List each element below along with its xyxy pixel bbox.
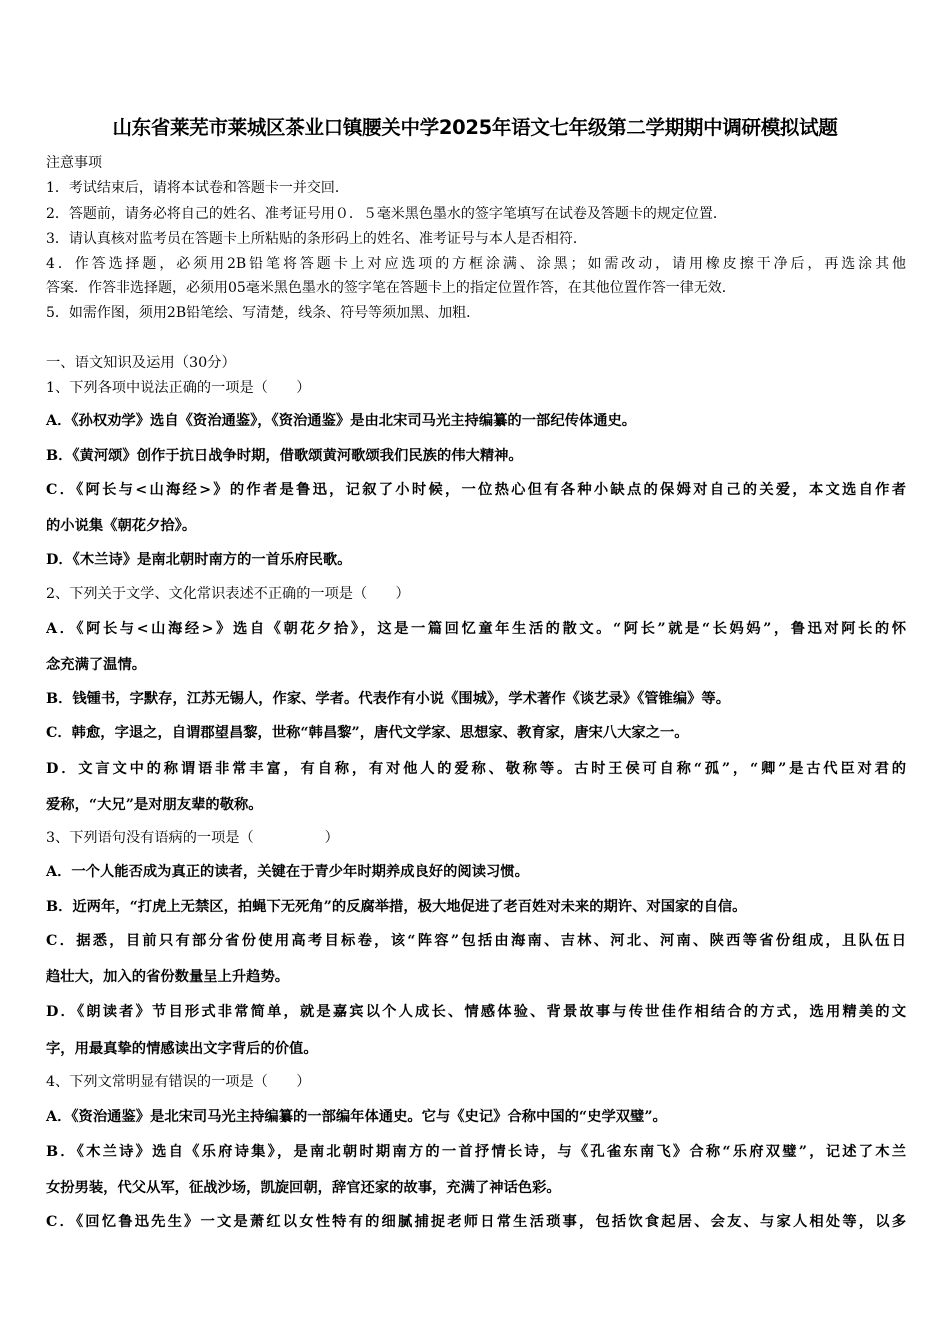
question-stem: 3、下列语句没有语病的一项是（ ） bbox=[46, 830, 339, 846]
option-a: A．《资治通鉴》是北宋司马光主持编纂的一部编年体通史。它与《史记》合称中国的“史学双璧”。 bbox=[46, 1109, 667, 1125]
notice-item: 4．作答选择题，必须用2B铅笔将答题卡上对应选项的方框涂满、涂黑；如需改动，请用橡皮擦干净后，再选涂其他 bbox=[46, 256, 906, 272]
question-stem: 4、下列文常明显有错误的一项是（ ） bbox=[46, 1074, 311, 1090]
option-c: C．据悉，目前只有部分省份使用高考目标卷，该“阵容”包括由海南、吉林、河北、河南、陕西等省份组成，且队伍日 bbox=[46, 933, 906, 949]
option-a: A．《阿长与<山海经>》选自《朝花夕拾》，这是一篇回忆童年生活的散文。“阿长”就是“长妈妈”，鲁迅对阿长的怀 bbox=[46, 621, 906, 637]
option-a-cont: 念充满了温情。 bbox=[46, 657, 147, 673]
option-c: C．《阿长与<山海经>》的作者是鲁迅，记叙了小时候，一位热心但有各种小缺点的保姆对自己的关爱，本文选自作者 bbox=[46, 482, 906, 498]
notice-item: 1．考试结束后，请将本试卷和答题卡一并交回． bbox=[46, 180, 349, 196]
option-d-cont: 字，用最真挚的情感读出文字背后的价值。 bbox=[46, 1041, 318, 1057]
option-b-cont: 女扮男装，代父从军，征战沙场，凯旋回朝，辞官还家的故事，充满了神话色彩。 bbox=[46, 1180, 561, 1196]
option-c-cont: 趋壮大，加入的省份数量呈上升趋势。 bbox=[46, 969, 290, 985]
notice-heading: 注意事项 bbox=[46, 155, 102, 171]
page-title: 山东省莱芜市莱城区茶业口镇腰关中学2025年语文七年级第二学期期中调研模拟试题 bbox=[112, 116, 838, 139]
option-a: A．《孙权劝学》选自《资治通鉴》，《资治通鉴》是由北宋司马光主持编纂的一部纪传体通史。 bbox=[46, 413, 637, 429]
question-stem: 1、下列各项中说法正确的一项是（ ） bbox=[46, 380, 311, 396]
option-a: A．一个人能否成为真正的读者，关键在于青少年时期养成良好的阅读习惯。 bbox=[46, 864, 529, 880]
notice-item: 答案．作答非选择题，必须用05毫米黑色墨水的签字笔在答题卡上的指定位置作答，在其他位置作答一律无效． bbox=[46, 280, 736, 296]
option-d: D．《木兰诗》是南北朝时南方的一首乐府民歌。 bbox=[46, 552, 352, 568]
question-stem: 2、下列关于文学、文化常识表述不正确的一项是（ ） bbox=[46, 586, 410, 602]
notice-item: 2．答题前，请务必将自己的姓名、准考证号用０．５毫米黑色墨水的签字笔填写在试卷及答题卡的规定位置． bbox=[46, 206, 727, 222]
option-b: B．《黄河颂》创作于抗日战争时期，借歌颂黄河歌颂我们民族的伟大精神。 bbox=[46, 448, 523, 464]
option-d-cont: 爱称，“大兄”是对朋友辈的敬称。 bbox=[46, 797, 263, 813]
option-b: B．钱锺书，字默存，江苏无锡人，作家、学者。代表作有小说《围城》，学术著作《谈艺录》《管锥编》等。 bbox=[46, 691, 731, 707]
notice-item: 5．如需作图，须用2B铅笔绘、写清楚，线条、符号等须加黑、加粗． bbox=[46, 305, 481, 321]
option-d: D．《朗读者》节目形式非常简单，就是嘉宾以个人成长、情感体验、背景故事与传世佳作相结合的方式，选用精美的文 bbox=[46, 1004, 906, 1020]
option-c: C．《回忆鲁迅先生》一文是萧红以女性特有的细腻捕捉老师日常生活琐事，包括饮食起居、会友、与家人相处等，以多 bbox=[46, 1214, 906, 1230]
notice-item: 3．请认真核对监考员在答题卡上所粘贴的条形码上的姓名、准考证号与本人是否相符． bbox=[46, 231, 587, 247]
section-heading: 一、语文知识及运用（30分） bbox=[46, 355, 236, 371]
option-d: D．文言文中的称谓语非常丰富，有自称，有对他人的爱称、敬称等。古时王侯可自称“孤”，“卿”是古代臣对君的 bbox=[46, 761, 906, 777]
option-c: C．韩愈，字退之，自谓郡望昌黎，世称“韩昌黎”，唐代文学家、思想家、教育家，唐宋八大家之一。 bbox=[46, 725, 689, 741]
option-b: B．《木兰诗》选自《乐府诗集》，是南北朝时期南方的一首抒情长诗，与《孔雀东南飞》合称“乐府双璧”，记述了木兰 bbox=[46, 1144, 906, 1160]
option-c-cont: 的小说集《朝花夕拾》。 bbox=[46, 518, 197, 534]
option-b: B．近两年，“打虎上无禁区，拍蝇下无死角”的反腐举措，极大地促进了老百姓对未来的期许、对国家的自信。 bbox=[46, 899, 747, 915]
